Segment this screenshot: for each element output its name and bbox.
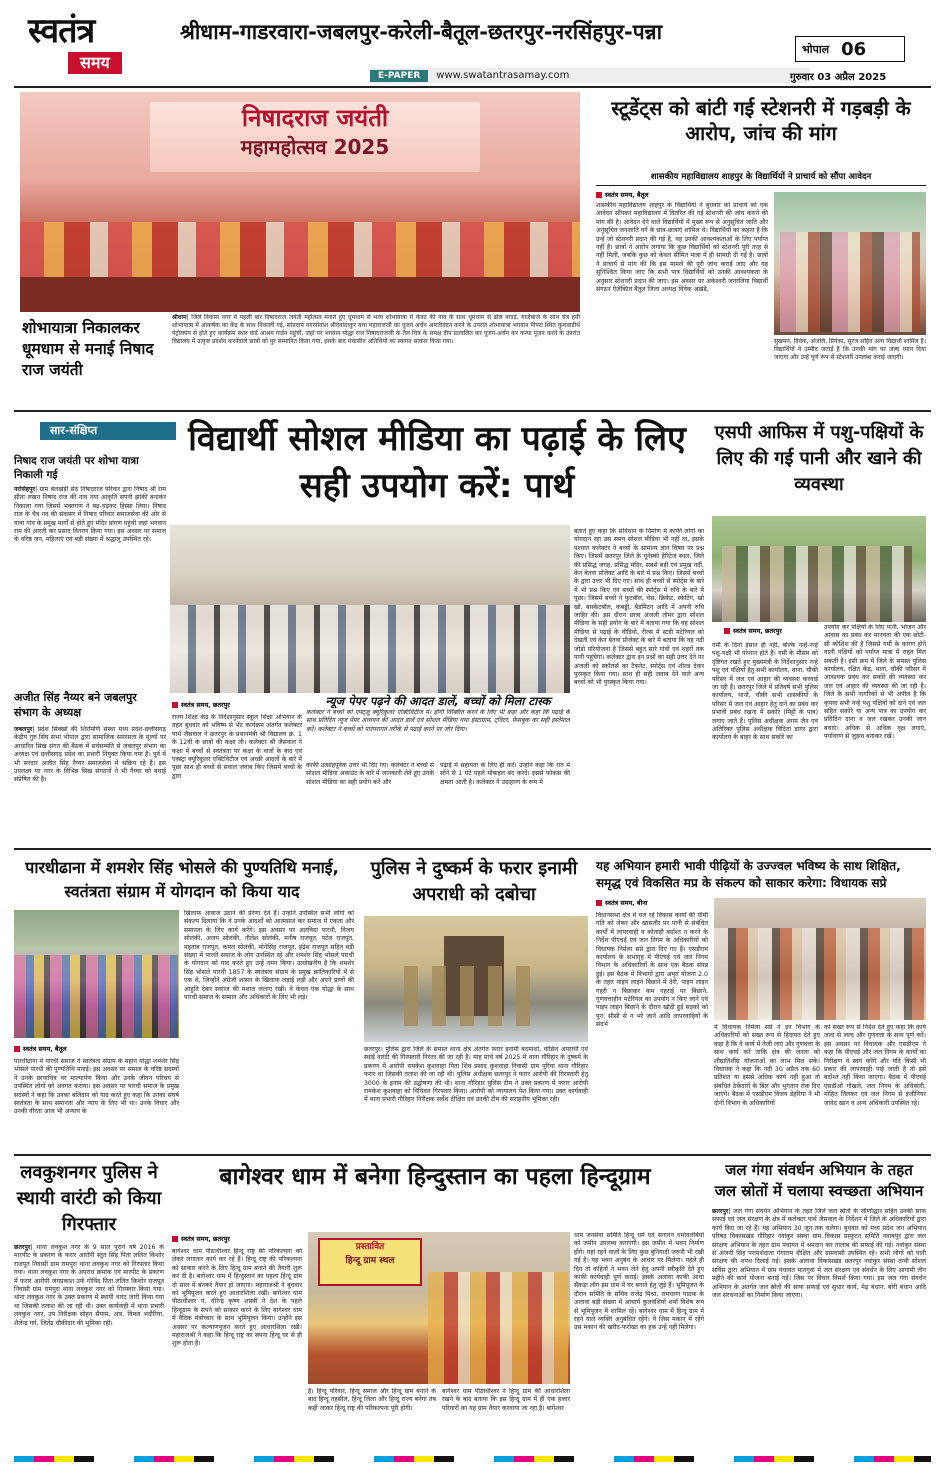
stationery-subhead: शासकीय महाविद्यालय शाहपुर के विद्यार्थियों ने प्राचार्य को सौंपा आवेदन [650, 172, 872, 182]
stage-front [20, 277, 580, 312]
row1-rule [14, 410, 931, 412]
registration-strip [14, 1456, 931, 1462]
bhosle-photo-crowd [14, 955, 179, 1038]
sp-col2: उपयोग कर पक्षियों के लिए पानी, भोजन और आवास का प्रबंध कर मानवता की एक छोटी-सी कोशिश की है जिससे गर्मी के कारण होने वाली पक्षियों को पर्याप्त मात्रा में राहत मिल सकती है। इसी क्रम में जिले के समस्त पुलिस कार्यालय, रक्षित केंद्र, थाना, चौकी परिसर में आवश्यक प्रबंध कर सकोरे की व्यवस्था कर जल एवं आहार की व्यवस्था की जा रही है। जिले के सभी नागरिकों से भी अपील है कि कृपया सभी नन्हे पशु पक्षियों को दाने एवं जल सहित सकोरे या अन्य पात्र का उपयोग कर प्रतिदिन दाना व जल रखकर उनकी जान बचाएं। अधिक से अधिक वृक्ष लगाएं, पर्यावरण से जुड़ाव बनाकर रखें। [824, 624, 926, 741]
stationery-byline [596, 190, 766, 199]
vidhayak-col3: को सख्त रूप से निर्देश देते हुए कहा कि कार्य जल्द से जल्द और गुणवत्ता के साथ पूर्ण करें। इस अवसर पर विधायक और एसडीएम ने कहा कि पीएचई और जल निगम के कार्यों का निरीक्षण वे स्वयं करेंगे और यदि किसी भी प्रकार की लापरवाही पाई जाती है तो इसे बर्दाश्त नहीं किया जाएगा। बैठक में पीएचई एसडीओ गोखले, जल निगम के अधिकारी, मोहित तिलकर एवं जल निगम से इंजीनियर जावेद खान व अन्य अधिकारी उपस्थित रहे। [824, 1024, 926, 1107]
lavkush-body [14, 1244, 164, 1450]
bageshwar-col1: बागेश्वर धाम पीठाधीश्वर हिन्दू राष्ट्र की परिकल्पना को लेकर लगातार कार्य कर रहे हैं। हिन्दू राष्ट्र की परिकल्पना को साकार करने के लिए हिन्दू ग्राम बनाने की तैयारी शुरू कर दी है। बागेश्वर धाम में हिन्दुस्तान का पहला हिन्दू ग्राम दो साल में बनकर तैयार हो जाएगा। महाराजश्री ने बुधवार को भूमिपूजन करते हुए आधारशिला रखी। बागेश्वर धाम पीठाधीश्वर पं. धीरेन्द्र कृष्ण शास्त्री ने देश के पहले हिन्दूग्राम के सपने को साकार करने के लिए बागेश्वर धाम में वैदिक मंत्रोच्चार के साथ भूमिपूजन किया। उन्होंने इस अवसर पर कल्याणपूजन करते हुए आधारशिला रखी। महाराजश्री ने कहा कि हिन्दू राष्ट्र का सपना हिन्दू घर से ही शुरू होता है। [172, 1248, 302, 1348]
byline-marker [596, 192, 602, 198]
parth-inset-title: न्यूज पेपर पढ़ने की आदत डालें, बच्चों को मिला टास्क [325, 694, 551, 708]
parth-headline: विद्यार्थी सोशल मीडिया का पढ़ाई के लिए सही उपयोग करें: पार्थ [188, 419, 686, 506]
byline-marker [724, 628, 730, 634]
row2-rule [14, 848, 931, 850]
parth-col1: राज्य शिक्षा केंद्र के निर्देशानुसार स्कूल शिक्षा अभियान के तहत बुधवार को भविष्य से भेंट कार्यक्रम अंतर्गत कलेक्टर पार्थ जैसवाल ने छतरपुर के प्रधानमंत्री श्री विद्यालय क्र. 1 के 12वीं के छात्रों की कक्षा ली। कलेक्टर श्री जैसवाल ने कक्षा में बच्चों से स्वतंत्रता पर कक्षा के वार्ता के बाद एवं एक्स्ट्रा क्यूरिकुलर एक्टिविटीज एवं अच्छी आदतों के बारे में पूछा साथ ही बच्चों से सवाल जवाब किए जिसमें बच्चों के द्वारा [172, 714, 302, 780]
nishad-caption [172, 314, 580, 406]
byline-marker [14, 1046, 20, 1052]
sp-byline-text: स्वतंत्र समय, छतरपुर [733, 627, 782, 635]
parth-photo [170, 525, 570, 693]
parth-col2: काफी उत्साहपूर्वक उत्तर भी दिए गए। कलेक्टर ने बच्चों से सोशल मीडिया अकाउंट के बारे में जानकारी लेते हुए उनके सोशल मीडिया का सही प्रयोग करें और [306, 762, 434, 786]
masthead-rule [14, 86, 931, 88]
nishad-photo [20, 92, 580, 312]
jalganga-body [712, 1208, 926, 1450]
sar-item2-body [14, 726, 166, 848]
row3-rule [14, 1154, 931, 1156]
banner-line2: महामहोत्सव 2025 [240, 135, 390, 159]
vidhayak-col1: विधानसभा क्षेत्र में चल रहे विकास कार्यों की धीमी गति को लेकर और खासतौर पर पानी से संबंधित कार्यों में लापरवाही व कोताही बर्दाश्त न करने के निर्देश पीएचई एवं जल निगम के अधिकारियों को विधायक निर्मला सप्रे द्वारा दिए गए हैं। एसडीएम कार्यालय के सभागृह में पीएचई एवं जल निगम विभाग के अधिकारियों के साथ एक बैठक संपन्न हुई। इस बैठक में विभागों द्वारा अमृत योजना 2.0 के तहत पाइप लाइन बिछाने में देरी, पाइप लाइन गहरी न बिछाकर कम गहराई पर बिछाने, गुणवत्ताहीन मटेरियल का उपयोग न किए जाने एवं पाइप लाइन बिछाने के दौरान खोदी हुई सड़कों को पुन: सीसी से न भरे जाने आदि लापरवाहियों के संदर्भ [596, 912, 708, 1029]
board-line1: प्रस्तावित [355, 1242, 385, 1252]
police-body: छतरपुर। पुलिस द्वारा जिले के समस्त थाना क्षेत्र अंतर्गत फरार इनामी बदमाशों, वांछित अपराधी एवं स्थाई वारंटी की गिरफ्तारी निरंतर की जा रही है। माह मार्च वर्ष 2025 में थाना गौरिहार के दुष्कर्म के प्रकरण में आरोपी रामकेश कुशवाहा पिता शिव प्रसाद कुशवाहा निवासी ग्राम पुरिया थाना गौरिहार फरार था जिसकी तलाश की जा रही थी। पुलिस अधीक्षक छतरपुर ने फरार आरोपी की गिरफ्तारी हेतु 3000 के इनाम की उद्घोषणा की थी। थाना गौरिहार पुलिस टीम ने उक्त प्रकरण में फरार आरोपी रामकेश कुशवाहा को विधिवत गिरफ्तार किया। आरोपी को न्यायालय पेश किया गया। उक्त कार्यवाही में थाना प्रभारी गौरिहार निरीक्षक सर्वेश दीक्षित एवं उनकी टीम की सराहनीय भूमिका रही। [364, 1046, 588, 1104]
nishad-banner [150, 102, 480, 172]
edition-box [795, 36, 905, 62]
jalganga-headline: जल गंगा संवर्धन अभियान के तहत जल स्रोतों में चलाया स्वच्छता अभियान [714, 1161, 924, 1200]
bageshwar-headline: बागेश्वर धाम में बनेगा हिन्दुस्तान का पहला हिन्दूग्राम [219, 1164, 651, 1190]
stationery-photo-caption: सुखमन, विवेक, अंजलि, प्रियंका, सूरज सहित अन्य विद्यार्थी शामिल है। विद्यार्थियों ने उम्मीद जताई है कि उनकी मांग पर जल्द ध्यान दिया जाएगा और उन्हें पूर्ण रूप से स्टेशनरी उपलब्ध कराई जाएगी। [774, 338, 926, 361]
parth-col3: पढ़ाई में सहायता के लिए ही करें। उन्होंने कहा कि रात में सोने से 1 घंटे पहले मोबाइल बंद करदें। इससे फोकस की क्षमता आती है। कलेक्टर ने उदाहरण के रूप में [440, 762, 570, 786]
vidhayak-photo-people [714, 928, 926, 1020]
lavkush-lead: छतरपुर [14, 1244, 31, 1251]
sar-header-text: सार-संक्षिप्त [50, 424, 98, 437]
stationery-body: शासकीय महाविद्यालय शाहपुर के विद्यार्थियों ने बुधवार को प्राचार्य को एक आवेदन सौंपकर महाविद्यालय में वितरित की गई स्टेशनरी की जांच कराने की मांग की है। आवेदन देने वाले विद्यार्थियों में मुख्य रूप से अनुसूचित जाति और अनुसूचित जनजाति वर्ग के छात्र-छात्राएं शामिल थे। विद्यार्थियों का कहना है कि उन्हें जो स्टेशनरी प्रदान की गई है, वह उनकी आवश्यकताओं के लिए पर्याप्त नहीं है। छात्रों ने आरोप लगाया कि कुछ विद्यार्थियों को स्टेशनरी पूरी तरह से नहीं मिली, जबकि कुछ को केवल सीमित मात्रा में ही सामग्री दी गई है। छात्रों ने प्राचार्य से मांग की कि इस मामले की पूरी जांच कराई जाए और यह सुनिश्चित किया जाए कि सभी पात्र विद्यार्थियों को उनकी आवश्यकता के अनुसार स्टेशनरी प्रदान की जाए। इस अवसर पर अंकेश्वरी जनरलिया विद्यार्थी संगठन ऐजेक्टिव बैतूल जिला अध्यक्ष विवेक अखंडे, [596, 202, 768, 294]
bhosle-photo [14, 910, 179, 1038]
parth-inset-body: कलेक्टर ने बच्चों को एफ्ट्जू क्यूरिकुलर एक्टिविटीज में। होंगी विक्लित करने के लिए भी कहा और कहा कि पढ़ाई के साथ प्रतिदिन न्यूज पेपर अध्ययन की आदत डालें एवं सोशल मीडिया यथा इंस्टाग्राम, ट्विटर, फेसबुक का सही इस्तेमाल करें। कलेक्टर ने बच्चों को पारंपरागत तरीके से पढ़ाई करने पर जोर दिया। [306, 709, 570, 733]
sar-header [40, 422, 176, 440]
police-headline: पुलिस ने दुष्कर्म के फरार इनामी अपराधी को दबोचा [370, 858, 578, 905]
website[interactable]: www.swatantrasamay.com [436, 70, 570, 81]
page-number: 06 [841, 38, 867, 60]
byline-marker [172, 1236, 178, 1242]
lavkush-headline: लवकुशनगर पुलिस ने स्थायी वारंटी को किया गिरफ्तार [16, 1162, 162, 1235]
sar-item1-lead: नरसिंहपुर [14, 486, 36, 493]
sar-item1-text: | ग्राम बेलखेड़ी सेठ निषादराज परिवार द्वारा निषाद श्री राम सीता लखन निषाद राज की नाव नया आकृति सपनी झांकी बनाकर निकाला गया जिसमें भक्तगण ने बढ़-चढ़कर हिस्सा लिया। निषाद राज के चैत्र नव की संवत्सर में निषाद परिवार समाजसेवा की ओर से यात्रा गांव के प्रमुख मार्गों से होते हुए मंदिर प्रांगण पहुंची जहां भगवान राम की आरती कर प्रसाद वितरण किया गया। इस अवसर पर समाज के वरिष्ठ जन, महिलाएं एवं बड़ी संख्या में श्रद्धालु उपस्थित रहे। [14, 486, 166, 544]
vidhayak-headline: यह अभियान हमारी भावी पीढ़ियों के उज्ज्वल भविष्य के साथ शिक्षित, समृद्ध एवं विकसित मप्र के संकल्प को साकार करेगा: विधायक सप्रे [596, 859, 901, 890]
stationery-photo [774, 192, 926, 335]
bageshwar-col4: धाम जनसेवा समिति हिन्दू धर्म एवं सनातन धर्मावलंबियों को जमीन उपलब्ध कराएगी। इस जमीन में भवन निर्माण होंगे। यहां रहने वालों के लिए कुछ बुनियादी जरूरी भी रखी गई है। यह भवन अनुबंध के आधार पर मिलेगा। पहले ही दिन तो कहिनों ने भवन लेने हेतु अपनी स्वीकृति देते हुए काफी कार्यवाही पूर्ण कराई। इसके अलावा काफी आधा सैकड़ा लोग इस ग्राम में घर बनाने हेतु जुड़े हैं। भूमिपूजन के दौरान समिति के सचिव राजेंद्र मिश्रा, रामचरण पाठक के अलावा बड़ी संख्या में आचार्य कुलवंशियों शर्मा विशेष रूप से भूमिपूजन में शामिल रहे। बागेश्वर धाम में हिन्दू ग्राम में रहने वाले व्यक्ति अनुबंधित रहेंगे। ये जिस मकान में रहेंगे उस मकान की खरीद-फरोख्त का हक उन्हें नहीं मिलेगा। [574, 1232, 704, 1332]
byline-marker [596, 900, 602, 906]
logo-top: स्वतंत्र [28, 11, 95, 51]
sar-item1-title: निषाद राज जयंती पर शोभा यात्रा निकाली गई [14, 455, 139, 481]
cities-line: श्रीधाम-गाडरवारा-जबलपुर-करेली-बैतूल-छतरपुर-नरसिंहपुर-पन्ना [180, 20, 663, 44]
vidhayak-col2: में विधायक निर्मला सप्रे ने इन विभाग के अधिकारियों को सख्त रूप से हिदायत देते हुए कहा है कि वे कार्य में तेजी लाएं और गुणवत्ता के साथ कार्य करें ताकि क्षेत्र की जनता को शीघ्रातिशीघ्र योजनाओं का लाभ मिल सके। विधायक ने कहा कि नदी 30 अप्रैल तक 60 प्रतिशत या इससे अधिक कार्य नहीं हुआ तो संबंधित ठेकेदारों के बिल और भुगतान रोक दिए जाएंगे। बैठक में एसडीएम विजय डेहरिया ने भी दोनों विभाग के अधिकारियों [714, 1024, 820, 1107]
epaper-bar [370, 68, 810, 83]
nishad-headline: शोभायात्रा निकालकर धूमधाम से मनाई निषाद राज जयंती [22, 319, 154, 379]
masthead [20, 8, 925, 84]
edition: भोपाल [802, 42, 830, 56]
banner-line1: निषादराज जयंती [241, 104, 389, 132]
parth-inset [306, 694, 570, 758]
bageshwar-photo [308, 1232, 570, 1384]
bageshwar-col2: है। हिन्दू परिवार, हिन्दू समाज और हिन्दू ग्राम बनाने के बाद हिन्दू तहसील, हिन्दू जिला और हिन्दू राज्य बनेगा तब कहीं जाकर हिन्दू राष्ट्र की परिकल्पना पूरी होगी। [308, 1388, 436, 1412]
nishad-caption-text: | जिले विकास नगर में पहली बार निषादराज जयंती महोत्सव मनाते हुए धूमधाम से भव्य शोभायात्रा में केवट की नाव के साथ धूमधाम से ढोल नगाड़े, गाजेबाजे के साथ चेत्र हमी शोभायात्रा में आकर्षक का केंद्र के साथ निकाली गई, सांप्रदाय नगरसेवाश श्रीदेवाठाकुर यथा महाराजजी का पूजन अर्चन आरतीवंदन करने के उपरांत शोभायात्रा भगवान पीपरा स्थित कुशवाडीर्थ पेट्रोलपंप से होते हुए कार्यक्रम स्थल वार्ड आश्रम गार्डन पहुंची, जहां पर भगवान योद्धा राज निषादराजजी के तैल चित्र के समक्ष दीप प्रज्वलित कर पूजन-अर्चन कर कन्या पूजन करने के उपरांत विद्यालय में उत्कृष्ट प्रदर्शन करनेवाले छात्रों को पुर सम्मानित किया गया, इसके बाद मंचासीन अतिथियों का स्वागत सत्कार किया गया। [172, 314, 580, 345]
sp-col1: गर्मी के दिनों इंसान ही नहीं, बल्कि नन्हे-नन्हे पशु-पक्षी भी परेशान होते हैं। गर्मी के मौसम को दृष्टिगत रखते हुए मुख्यमंत्री के निर्देशानुसार नन्हे पशु एवं पक्षियों हेतु सभी कार्यालय, थाना, चौकी परिसर में जल एवं आहार की व्यवस्था करवाई जा रही है। छतरपुर जिले में प्रतिवर्ष सभी पुलिस कार्यालय, थानों, चौकी सभी शासकीयों के परिसर में जल एवं आहार हेतु दाने का प्रबंध कर प्रभावी प्रबंध रखना में सकोरे (मिट्टी के पात्र) लगाए जाते हैं। पुलिस अधीक्षक अगम जैन एवं अतिरिक्त पुलिस अधीक्षक विदिता डागर द्वारा कार्यालय के बाहर के साथ सकोरे का [712, 642, 818, 742]
byline-marker [172, 702, 178, 708]
bhosle-col1: पारधीढाना में पारधी समाज ने स्वतंत्रता संग्राम के महान योद्धा शमशेर सिंह भोसले पारधी की पुण्यतिथि मनाई। इस अवसर पर समाज के वरिष्ठ सदस्यों ने उनके छायाचित्र पर माल्यार्पण किया और उनके जीवन परिचय से उपस्थित लोगों को अवगत कराया। इस अवसर पर पारधी समाज के प्रमुख सदस्यों ने कहा कि उनका बलिदान को याद करते हुए कहा कि उनका संघर्ष स्वतंत्रता के साथ समानता और न्याय के लिए भी था। उनके विचार और उनकी वीरता आज भी अन्याय के [14, 1058, 179, 1116]
logo [28, 12, 168, 78]
epaper-label: E-PAPER [370, 70, 428, 82]
vidhayak-byline-text: स्वतंत्र समय, बीना [605, 899, 648, 907]
board-line2: हिन्दू ग्राम स्थल [345, 1256, 395, 1266]
bhosle-col2: खिलाफ आवाज उठाने की प्रेरणा देते हैं। उन्होंने उपस्थित सभी लोगों को संकल्प दिलाया कि वे उनके आदर्शों को आत्मसात कर समाज में एकता और समानता के लिए कार्य करेंगे। इस अवसर पर अलविदा पारधी, विजय सोलंकी, अजय सोलंकी, नीलेश सोलंकी, मनीष राजपूत, पटेल राजपूत, महताब राजपूत, कमल सोलंकी, मोनेसिंह राजपूत, इंद्रेश राजपूत सहित बड़ी संख्या में पारधी समाज के लोग उपस्थित रहे और शमशेर सिंह भोसले पारधी के योगदान को याद करते हुए उन्हें नमन किया। उल्लेखनीय है कि शमशेर सिंह भोसले पारधी 1857 के स्वतंत्रता संग्राम के प्रमुख क्रांतिकारियों में से एक थे, जिन्होंने अंग्रेजी शासन के खिलाफ लड़ाई लड़ी और अपने प्राणों की आहुति देकर स्वराज की मशाल जलाए रखी। वे केवल एक योद्धा के साथ पारधी समाज के सम्मान और अधिकारों के लिए भी लड़े। [184, 910, 354, 1002]
bhosle-byline [14, 1044, 179, 1053]
sp-byline [724, 626, 824, 635]
sp-headline: एसपी आफिस में पशु-पक्षियों के लिए की गई पानी और खाने की व्यवस्था [714, 422, 924, 495]
jalganga-lead: छतरपुर [712, 1208, 729, 1215]
parth-col4: बताते हुए कहा कि संविधान के निर्माण में काफी लोगों का योगदान रहा उस समय सोशल मीडिया भी नहीं था, इसके पश्चात कलेक्टर ने बच्चों के सामान्य ज्ञान विषय पर प्रश्न किए। जिसमें छतरपुर जिले के यूनेस्को हेरिटेज स्थल, जिले की प्रसिद्ध जगह, प्रसिद्ध मंदिर, सबसे बड़ी एवं प्रमुख नदी, केन बेतवा प्रोजेक्ट आदि के बारे में प्रश्न किए। जिसमें बच्चों के द्वारा उत्तर भी दिए गए। साथ ही बच्चों से स्पोर्ट्स के बारे में भी प्रश्न किए एवं बच्चों की स्पोर्ट्स में रुचि के बारे में पूछा। जिसमें बच्चों ने फुटबॉल, चेस, क्रिकेट, स्केटिंग, खो खो, बास्केटबॉल, कबड्डी, बैडमिंटन आदि में अपनी रुचि जाहिर की। इस दौरान छात्रा अंजली तोमर द्वारा सोशल मीडिया के सही प्रयोग के बारे में बताया गया कि वह सोशल मीडिया से पढ़ाई के वीडियो, रील्स में स्टडी मटेरियल को देखती एवं केन बेतवा प्रोजेक्ट के बारे में बताया कि वह नदी जोड़ो परियोजना है जिससे बहुत सारे गांवों एवं शहरों तक पानी पहुंचेगा। कलेक्टर द्वारा इन प्रश्नों का सही उत्तर देने पर अंजली को स्कॉलर्स का टैबलेट, स्पोर्ट्स एवं शील्ड देकर पुरस्कृत किया गया। साथ ही सही जवाब देने वाले अन्य बच्चों को भी पुरस्कृत किया गया। [574, 528, 704, 687]
vidhayak-photo [714, 898, 926, 1020]
bageshwar-photo-people [428, 1272, 568, 1384]
lavkush-text: | थाना लवकुश नगर के 9 साल पुराने वर्ष 2016 के मारपीट के प्रकरण के फरार आरोपी स्तुत सिंह पिता ललित किशोर राजपूत निवासी ग्राम रामपुरा थाना लवकुश नगर को गिरफ्तार किया गया। थाना लवकुश नगर के अपराध क्रमांक एवं मारपीट के प्रकरण में फरार आरोपी जयप्रकाश उर्फ गोविंद पिता ललित किशोर राजपूत निवासी ग्राम रामपुरा थाना लवकुश नगर को गिरफ्तार किया गया। थाना लवकुश नगर के उक्त प्रकरण में स्थायी वारंट जारी किया गया था जिसकी तलाश की जा रही थी। उक्त कार्यवाही में थाना प्रभारी लवकुश नगर, उप निरीक्षक सोहन सैयाम, आर. विमल भदौरिया, शैलेन्द्र गर्ग, जितेंद्र चौकीदार की भूमिका रही। [14, 1244, 164, 1327]
bhosle-byline-text: स्वतंत्र समय, बैतूल [23, 1045, 67, 1053]
stationery-rule [596, 185, 926, 186]
sp-photo [712, 516, 926, 622]
bageshwar-byline-text: स्वतंत्र समय, छतरपुर [181, 1235, 230, 1243]
sar-item2-title: अजीत सिंह नैय्यर बने जबलपुर संभाग के अध्यक्ष [14, 691, 137, 719]
bageshwar-byline [172, 1234, 292, 1243]
parth-photo-students [170, 605, 570, 693]
sar-item2-text: | प्रदेश सिक्खों की शिरोमणि संस्था मध्य प्रदेश-छत्तीसगढ़ केंद्रीय गुरु सिंघ सभा भोपाल द्वारा सामाजिक समरसता के मूल्यों पर आधारित सिख संगत की बैठक में सर्वसम्मति से जबलपुर संभाग का अध्यक्ष एवं छत्तीसगढ़ प्रदेश का प्रभारी नियुक्त किया गया है। पूर्व में भी सरदार अजीत सिंह नैय्यर समाजसेवा में सक्रिय रहे हैं। इस उपलक्ष्य पर नगर के विभिन्न सिख संगठनों ने भी नैय्यर को बधाई संप्रेषित की है। [14, 726, 166, 784]
nishad-caption-lead: श्रीधाम [172, 314, 187, 321]
sar-item2-lead: जबलपुर [14, 726, 33, 733]
sp-photo-people [722, 546, 912, 622]
stationery-headline: स्टूडेंट्स को बांटी गई स्टेशनरी में गड़बड़ी के आरोप, जांच की मांग [611, 97, 911, 145]
sar-item1-body [14, 486, 166, 684]
jalganga-text: | जल गंगा संवर्धन अभियान के तहत जिले जल स्रोतों के जीर्णोद्धार सहित उनकी साफ सफाई एवं जल संरक्षण के क्षेत्र में कलेक्टर पार्थ जैसवाल के निर्देशन में जिले के अधिकारियों द्वारा कार्य किए जा रहे हैं। यह अभियान 30 जून तक चलेगा। बुधवार को मध्य प्रदेश जन अभियान परिषद विकासखंड गौरिहार नवांकुर संस्था ग्राम विकास प्रस्फुटन समिति नवाबपुर द्वारा जल संरक्षण अभियान के तहत ग्राम पंचायत में श्रमदान कर तालाब की सफाई की गई। नवांकुर संस्था से अंजनी सिंह परामर्शदाता गंगाराम दीक्षित और ग्रामवासी उपस्थित रहे। सभी लोगों को पानी संरक्षण की शपथ दिलाई गई। इसके अलावा विकासखंड छतरपुर नवांकुर संस्था तन्वी सोशल सर्विस द्वारा अभियान में ग्राम पंचायत मातगुवां में जल संरक्षण एवं संवर्धन के लिए आगामी तीन महीने की कार्य योजना बनाई गई। जिस पर विचार विमर्श किया गया। इस जल गंगा संवर्धन अभियान के अंतर्गत जल स्रोतों की साफ सफाई एवं सुधार कार्य, मेढ़ बंधान, बोरी बंधान आदि जल संरचनाओं का निर्माण किया जाएगा। [712, 1208, 926, 1300]
bageshwar-board [318, 1238, 422, 1286]
stationery-photo-people [780, 232, 920, 332]
stationery-byline-text: स्वतंत्र समय, बैतूल [605, 191, 649, 199]
police-photo [364, 916, 588, 1042]
date: गुरुवार 03 अप्रैल 2025 [790, 72, 887, 83]
vidhayak-byline [596, 898, 706, 907]
logo-bottom: समय [68, 52, 122, 74]
parth-byline-text: स्वतंत्र समय, छतरपुर [181, 701, 230, 709]
police-photo-officers [404, 966, 544, 1026]
bhosle-headline: पारधीढाना में शमशेर सिंह भोसले की पुण्यतिथि मनाई, स्वतंत्रता संग्राम में योगदान को किया याद [25, 858, 339, 901]
bageshwar-col3: बागेश्वर धाम पीठाधीश्वर ने हिन्दू ग्राम की आधारशिला रखने के बाद बताया कि इस हिन्दू ग्राम में ही एक हजार परिवारों का यह ग्राम तैयार करवाया जा रहा है। बागेश्वर [442, 1388, 570, 1412]
